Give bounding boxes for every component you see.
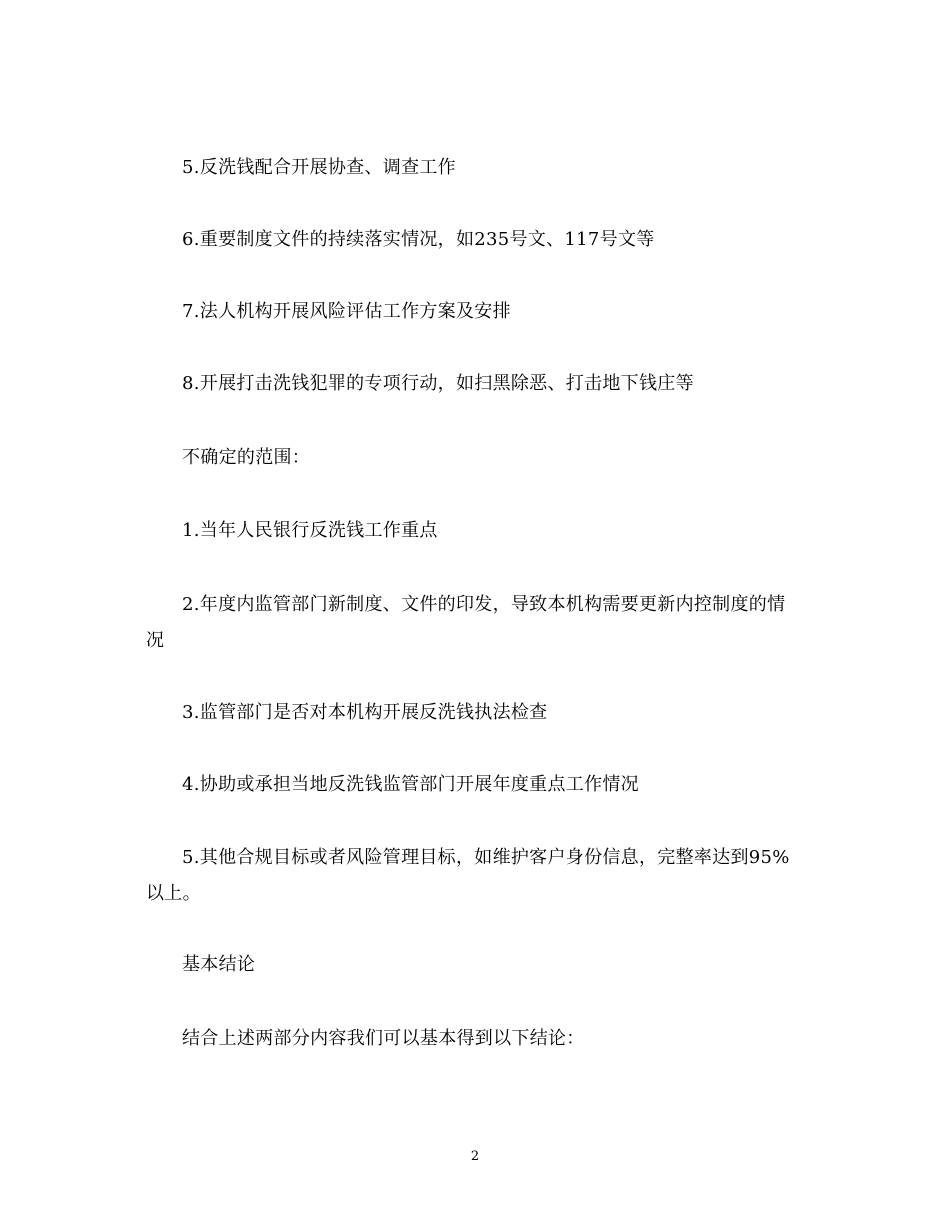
- uncertain-item-5: 5.其他合规目标或者风险管理目标，如维护客户身份信息，完整率达到95%以上。: [146, 847, 790, 904]
- basic-conclusion-heading: 基本结论: [182, 954, 256, 975]
- uncertain-item-4: 4.协助或承担当地反洗钱监管部门开展年度重点工作情况: [182, 774, 639, 795]
- paragraph-item-7: 7.法人机构开展风险评估工作方案及安排: [182, 301, 511, 322]
- uncertain-item-3: 3.监管部门是否对本机构开展反洗钱执法检查: [182, 702, 548, 723]
- page-number: 2: [470, 1149, 480, 1164]
- paragraph-item-6: 6.重要制度文件的持续落实情况，如235号文、117号文等: [182, 229, 655, 250]
- uncertain-item-2: 2.年度内监管部门新制度、文件的印发，导致本机构需要更新内控制度的情况: [146, 594, 786, 651]
- uncertain-item-1: 1.当年人民银行反洗钱工作重点: [182, 520, 438, 541]
- paragraph-item-5: 5.反洗钱配合开展协查、调查工作: [182, 157, 456, 178]
- paragraph-item-8: 8.开展打击洗钱犯罪的专项行动，如扫黑除恶、打击地下钱庄等: [182, 373, 694, 394]
- conclusion-intro: 结合上述两部分内容我们可以基本得到以下结论：: [182, 1028, 585, 1049]
- uncertain-scope-heading: 不确定的范围：: [182, 447, 311, 468]
